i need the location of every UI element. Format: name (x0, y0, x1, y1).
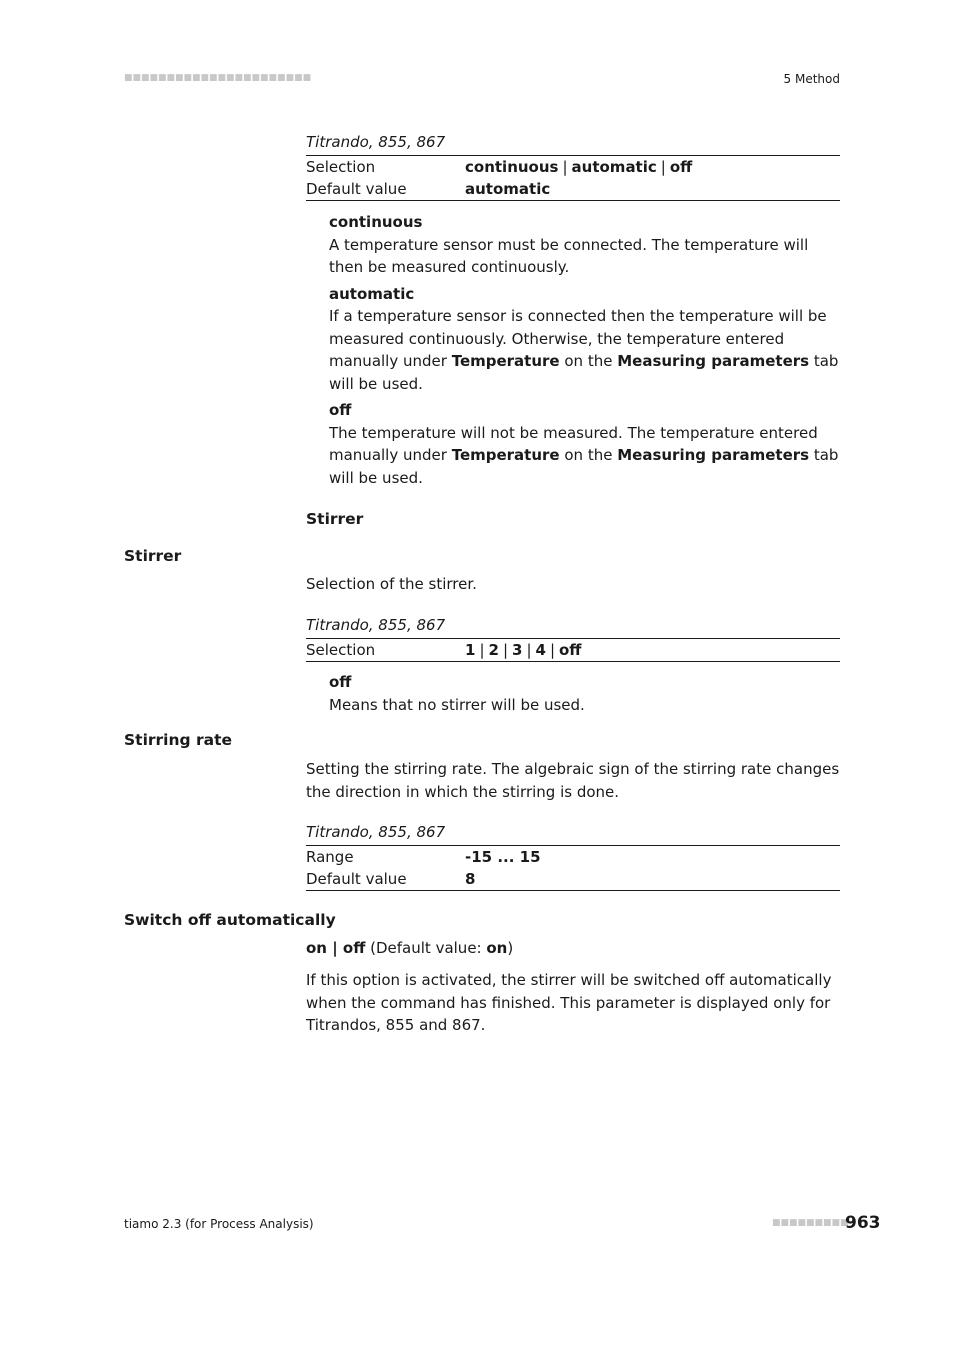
value-option: 1 (465, 641, 476, 659)
parameter-table (306, 845, 840, 891)
option-description: If a temperature sensor is connected then the temperature will be measured continuously. Otherwise, the temperature entered manually under Temperature on the Measuring parameters tab will be used. (329, 307, 839, 393)
value-option: 4 (535, 641, 546, 659)
table-value: -15 ... 15 (465, 848, 541, 866)
table-value: 8 (465, 870, 476, 888)
footer-product: tiamo 2.3 (for Process Analysis) (124, 1217, 314, 1231)
option-description: The temperature will not be measured. The temperature entered manually under Temperature on the Measuring parameters tab will be used. (329, 423, 839, 487)
parameter-description: Setting the stirring rate. The algebraic sign of the stirring rate changes the direction in which the stirring is done. (306, 760, 840, 801)
table-key: Default value (306, 870, 407, 888)
options-list (329, 211, 841, 489)
parameter-description: If this option is activated, the stirrer will be switched off automatically when the command has finished. This parameter is displayed only for Titrandos, 855 and 867. (306, 971, 832, 1034)
parameter-description: Selection of the stirrer. (306, 575, 477, 593)
option-description: Means that no stirrer will be used. (329, 695, 585, 714)
table-key: Default value (306, 180, 407, 198)
table-key: Range (306, 848, 354, 866)
table-row (306, 639, 840, 661)
option-term: off (329, 673, 352, 691)
table-caption: Titrando, 855, 867 (306, 133, 446, 151)
value-option: 3 (512, 641, 523, 659)
page-number: 963 (845, 1213, 881, 1233)
option-term: continuous (329, 213, 423, 231)
table-row (306, 846, 840, 868)
table-caption: Titrando, 855, 867 (306, 823, 446, 841)
value-option: 2 (488, 641, 499, 659)
option-description: A temperature sensor must be connected. The temperature will then be measured continuously. (329, 235, 809, 276)
table-key: Selection (306, 641, 376, 659)
value-option: automatic (571, 158, 657, 176)
options-list (329, 671, 841, 716)
header-decoration: ■■■■■■■■■■■■■■■■■■■■■■ (124, 73, 312, 83)
footer-decoration: ■■■■■■■■■ (772, 1218, 849, 1228)
parameter-label: Switch off automatically (124, 911, 336, 929)
option-term: off (329, 401, 352, 419)
chapter-title: 5 Method (783, 72, 840, 86)
table-value: 1 | 2 | 3 | 4 | off (465, 641, 582, 659)
table-value: automatic (465, 180, 551, 198)
value-option: off (669, 158, 693, 176)
value-option: off (559, 641, 582, 659)
table-caption: Titrando, 855, 867 (306, 616, 446, 634)
option-term: automatic (329, 284, 415, 303)
section-heading: Stirrer (306, 510, 364, 528)
table-row (306, 178, 840, 200)
table-row (306, 156, 840, 178)
table-key: Selection (306, 158, 376, 176)
parameter-table (306, 155, 840, 201)
parameter-label: Stirrer (124, 547, 182, 565)
value-option: continuous (465, 158, 559, 176)
parameter-label: Stirring rate (124, 731, 233, 749)
parameter-table (306, 638, 840, 662)
table-value: continuous | automatic | off (465, 158, 693, 176)
table-row (306, 868, 840, 890)
options-line: on | off (Default value: on) (306, 939, 514, 957)
